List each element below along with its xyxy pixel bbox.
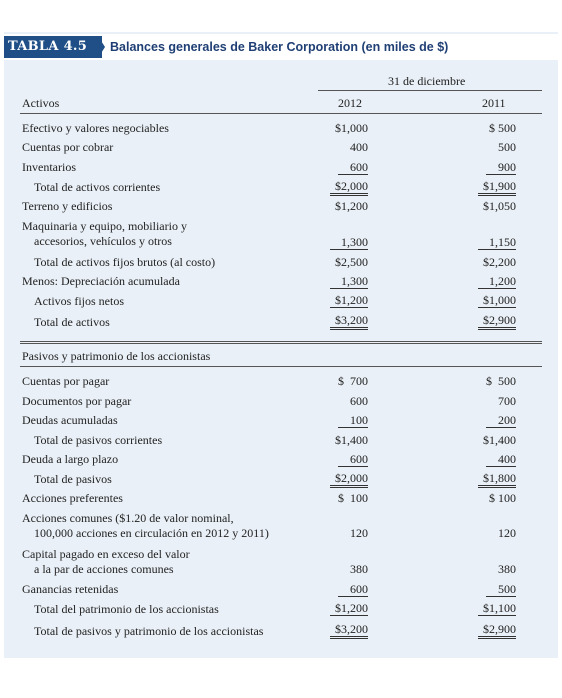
row-value-2011: 900 [486,160,516,175]
row-value-2011: 500 [498,140,516,154]
row-label: Acciones preferentes [22,491,123,505]
row-value-2012: $2,000 [330,471,368,488]
row-value-2011: $2,200 [483,255,516,269]
tag-arrow-icon [98,36,105,58]
row-value-2011: $1,000 [478,293,516,308]
row-value-2011: 200 [486,413,516,428]
date-header: 31 de diciembre [388,74,466,88]
assets-header: Activos [22,96,60,110]
row-label: Acciones comunes ($1.20 de valor nominal, [22,511,234,525]
row-value-2011: 1,150 [478,235,516,250]
row-value-2011: $2,900 [478,313,516,330]
row-value-2012: $2,000 [330,179,368,196]
table-tag: TABLA 4.5 [4,36,102,58]
row-value-2011: $1,400 [483,433,516,447]
column-2012: 2012 [338,96,362,110]
row-value-2012: $1,400 [335,433,368,447]
row-value-2011: $1,800 [478,471,516,488]
row-label: Total de pasivos y patrimonio de los accionistas [34,624,264,638]
liabilities-header: Pasivos y patrimonio de los accionistas [22,349,211,363]
row-label-continued: accesorios, vehículos y otros [34,234,172,248]
row-value-2011: $ 100 [489,491,516,505]
row-label: Total de pasivos corrientes [34,433,163,447]
header-rule-left [20,113,542,114]
row-value-2012: $1,200 [335,199,368,213]
table-title: Balances generales de Baker Corporation (en miles de $) [110,40,449,54]
row-label: Total de pasivos [34,472,112,486]
row-label: Deuda a largo plazo [22,452,119,466]
row-value-2012: $3,200 [330,622,368,639]
row-label-continued: 100,000 acciones en circulación en 2012 y 2011) [34,526,269,540]
row-label-continued: a la par de acciones comunes [34,562,174,576]
row-label: Total de activos corrientes [34,180,161,194]
row-label: Maquinaria y equipo, mobiliario y [22,219,187,233]
row-label: Capital pagado en exceso del valor [22,547,190,561]
row-label: Total de activos [34,315,110,329]
row-value-2012: $2,500 [335,255,368,269]
row-value-2011: $1,100 [478,601,516,616]
row-value-2012: $1,200 [330,293,368,308]
row-value-2012: 600 [338,582,368,597]
row-value-2012: $ 100 [338,491,368,505]
row-value-2011: 400 [486,452,516,467]
row-value-2011: 1,200 [478,274,516,289]
row-label: Terreno y edificios [22,199,113,213]
row-value-2011: 500 [486,582,516,597]
row-value-2012: 400 [350,140,368,154]
row-value-2012: 600 [350,394,368,408]
row-value-2012: $ 700 [338,374,368,388]
row-value-2011: 700 [498,394,516,408]
section-rule [20,341,542,344]
row-label: Efectivo y valores negociables [22,121,169,135]
row-value-2011: 380 [498,562,516,576]
row-label: Menos: Depreciación acumulada [22,274,180,288]
row-label: Cuentas por cobrar [22,140,114,154]
row-value-2011: $1,900 [478,179,516,196]
row-value-2011: $1,050 [483,199,516,213]
row-value-2012: 380 [350,562,368,576]
liabilities-header-rule [20,366,542,367]
row-value-2012: 120 [350,526,368,540]
row-label: Inventarios [22,160,76,174]
row-label: Total del patrimonio de los accionistas [34,602,219,616]
row-label: Deudas acumuladas [22,413,118,427]
row-value-2012: 100 [338,413,368,428]
row-value-2012: $1,200 [330,601,368,616]
row-value-2011: 120 [498,526,516,540]
row-value-2012: $3,200 [330,313,368,330]
row-value-2012: $1,000 [335,121,368,135]
row-value-2012: 1,300 [330,274,368,289]
row-value-2012: 1,300 [330,235,368,250]
row-label: Activos fijos netos [34,294,124,308]
row-value-2012: 600 [338,160,368,175]
row-label: Ganancias retenidas [22,582,119,596]
column-2011: 2011 [482,96,506,110]
row-label: Total de activos fijos brutos (al costo) [34,255,216,269]
row-value-2012: 600 [338,452,368,467]
row-value-2011: $ 500 [489,121,516,135]
row-value-2011: $ 500 [486,374,516,388]
date-header-rule [318,90,542,91]
row-label: Cuentas por pagar [22,374,110,388]
row-value-2011: $2,900 [478,622,516,639]
row-label: Documentos por pagar [22,394,132,408]
